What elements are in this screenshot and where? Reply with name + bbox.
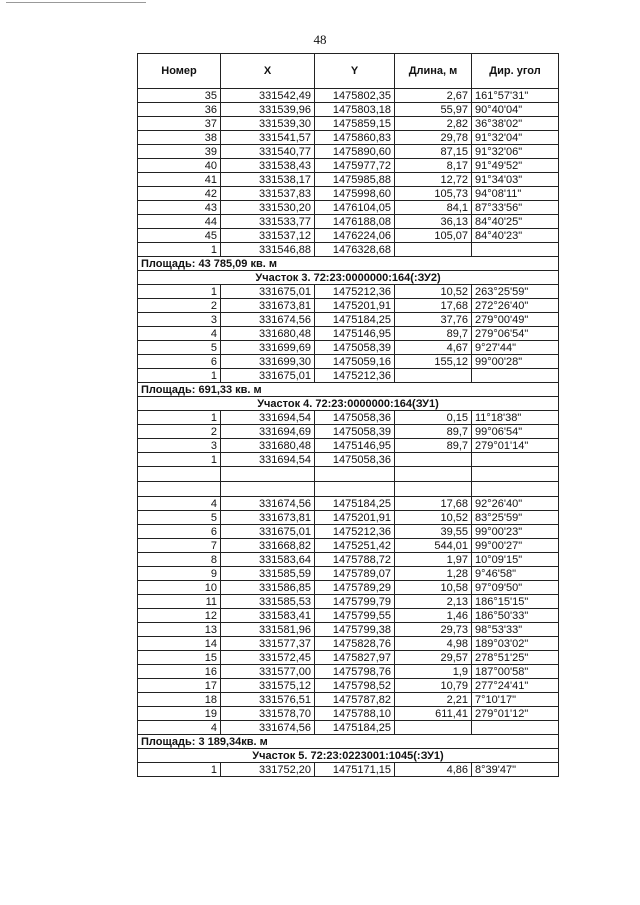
point-number: 1	[138, 763, 221, 777]
x-coordinate: 331577,00	[221, 665, 315, 679]
direction-angle: 279°01'12"	[472, 707, 559, 721]
point-number: 7	[138, 539, 221, 553]
area-row	[138, 735, 559, 749]
y-coordinate: 1475802,35	[315, 89, 395, 103]
x-coordinate: 331539,30	[221, 117, 315, 131]
y-coordinate: 1475799,79	[315, 595, 395, 609]
y-coordinate	[315, 482, 395, 497]
y-coordinate: 1475828,76	[315, 637, 395, 651]
y-coordinate: 1475998,60	[315, 187, 395, 201]
x-coordinate: 331699,69	[221, 341, 315, 355]
y-coordinate: 1475890,60	[315, 145, 395, 159]
x-coordinate: 331583,64	[221, 553, 315, 567]
section-heading: Участок 5. 72:23:0223001:1045(:ЗУ1)	[138, 749, 559, 763]
point-number: 42	[138, 187, 221, 201]
direction-angle: 84°40'23"	[472, 229, 559, 243]
y-coordinate: 1475212,36	[315, 525, 395, 539]
point-number: 1	[138, 285, 221, 299]
table-row	[138, 581, 559, 595]
y-coordinate: 1475212,36	[315, 369, 395, 383]
y-coordinate: 1475789,07	[315, 567, 395, 581]
x-coordinate: 331680,48	[221, 327, 315, 341]
y-coordinate: 1475799,55	[315, 609, 395, 623]
area-summary: Площадь: 3 189,34кв. м	[138, 735, 559, 749]
table-row	[138, 623, 559, 637]
direction-angle: 83°25'59"	[472, 511, 559, 525]
table-row	[138, 525, 559, 539]
direction-angle: 90°40'04"	[472, 103, 559, 117]
direction-angle: 279°00'49"	[472, 313, 559, 327]
point-number: 35	[138, 89, 221, 103]
table-row	[138, 285, 559, 299]
x-coordinate: 331572,45	[221, 651, 315, 665]
y-coordinate: 1475788,72	[315, 553, 395, 567]
y-coordinate: 1475146,95	[315, 439, 395, 453]
direction-angle: 189°03'02"	[472, 637, 559, 651]
point-number: 9	[138, 567, 221, 581]
header-length: Длина, м	[395, 54, 472, 89]
point-number: 2	[138, 425, 221, 439]
point-number: 10	[138, 581, 221, 595]
header-x: X	[221, 54, 315, 89]
y-coordinate: 1475184,25	[315, 497, 395, 511]
direction-angle: 97°09'50"	[472, 581, 559, 595]
y-coordinate: 1475184,25	[315, 721, 395, 735]
y-coordinate: 1475787,82	[315, 693, 395, 707]
y-coordinate: 1475977,72	[315, 159, 395, 173]
header-number: Номер	[138, 54, 221, 89]
length	[395, 482, 472, 497]
direction-angle: 99°00'28"	[472, 355, 559, 369]
point-number: 1	[138, 243, 221, 257]
length	[395, 453, 472, 467]
length: 155,12	[395, 355, 472, 369]
y-coordinate: 1475058,36	[315, 453, 395, 467]
y-coordinate: 1475146,95	[315, 327, 395, 341]
direction-angle	[472, 243, 559, 257]
table-row	[138, 665, 559, 679]
length: 12,72	[395, 173, 472, 187]
point-number: 43	[138, 201, 221, 215]
header-y: Y	[315, 54, 395, 89]
table-row	[138, 131, 559, 145]
length: 105,73	[395, 187, 472, 201]
x-coordinate: 331694,54	[221, 411, 315, 425]
length: 4,86	[395, 763, 472, 777]
direction-angle: 36°38'02"	[472, 117, 559, 131]
x-coordinate: 331538,17	[221, 173, 315, 187]
y-coordinate: 1475827,97	[315, 651, 395, 665]
direction-angle	[472, 369, 559, 383]
direction-angle: 279°01'14"	[472, 439, 559, 453]
table-row	[138, 89, 559, 103]
length: 611,41	[395, 707, 472, 721]
length: 10,52	[395, 511, 472, 525]
x-coordinate	[221, 467, 315, 482]
direction-angle	[472, 482, 559, 497]
y-coordinate: 1475059,16	[315, 355, 395, 369]
point-number: 14	[138, 637, 221, 651]
direction-angle: 10°09'15"	[472, 553, 559, 567]
length	[395, 243, 472, 257]
point-number: 38	[138, 131, 221, 145]
area-row	[138, 257, 559, 271]
length: 1,46	[395, 609, 472, 623]
table-row	[138, 173, 559, 187]
y-coordinate: 1475859,15	[315, 117, 395, 131]
y-coordinate: 1475799,38	[315, 623, 395, 637]
length: 2,21	[395, 693, 472, 707]
point-number: 2	[138, 299, 221, 313]
table-row	[138, 453, 559, 467]
direction-angle: 98°53'33"	[472, 623, 559, 637]
table-row	[138, 595, 559, 609]
direction-angle: 11°18'38"	[472, 411, 559, 425]
direction-angle: 92°26'40"	[472, 497, 559, 511]
length	[395, 467, 472, 482]
y-coordinate: 1475798,52	[315, 679, 395, 693]
length: 1,28	[395, 567, 472, 581]
length: 37,76	[395, 313, 472, 327]
direction-angle: 87°33'56"	[472, 201, 559, 215]
x-coordinate: 331581,96	[221, 623, 315, 637]
length: 29,78	[395, 131, 472, 145]
x-coordinate: 331540,77	[221, 145, 315, 159]
x-coordinate: 331583,41	[221, 609, 315, 623]
point-number: 45	[138, 229, 221, 243]
table-row	[138, 215, 559, 229]
x-coordinate: 331576,51	[221, 693, 315, 707]
direction-angle	[472, 721, 559, 735]
point-number: 6	[138, 355, 221, 369]
point-number: 36	[138, 103, 221, 117]
area-row	[138, 383, 559, 397]
y-coordinate: 1476104,05	[315, 201, 395, 215]
table-header-row	[138, 54, 559, 89]
x-coordinate: 331585,59	[221, 567, 315, 581]
y-coordinate: 1475788,10	[315, 707, 395, 721]
table-row	[138, 411, 559, 425]
y-coordinate: 1475251,42	[315, 539, 395, 553]
direction-angle: 186°50'33"	[472, 609, 559, 623]
table-row	[138, 313, 559, 327]
direction-angle: 99°00'27"	[472, 539, 559, 553]
x-coordinate: 331699,30	[221, 355, 315, 369]
y-coordinate: 1475860,83	[315, 131, 395, 145]
direction-angle: 91°34'03"	[472, 173, 559, 187]
length: 89,7	[395, 439, 472, 453]
table-row	[138, 341, 559, 355]
direction-angle: 94°08'11"	[472, 187, 559, 201]
section-row	[138, 397, 559, 411]
x-coordinate: 331585,53	[221, 595, 315, 609]
direction-angle: 8°39'47"	[472, 763, 559, 777]
length	[395, 369, 472, 383]
point-number: 37	[138, 117, 221, 131]
table-row	[138, 651, 559, 665]
y-coordinate: 1475985,88	[315, 173, 395, 187]
length: 4,67	[395, 341, 472, 355]
x-coordinate: 331578,70	[221, 707, 315, 721]
point-number: 1	[138, 411, 221, 425]
x-coordinate: 331538,43	[221, 159, 315, 173]
point-number: 40	[138, 159, 221, 173]
table-row	[138, 511, 559, 525]
point-number: 44	[138, 215, 221, 229]
direction-angle: 186°15'15"	[472, 595, 559, 609]
x-coordinate: 331537,83	[221, 187, 315, 201]
length: 29,73	[395, 623, 472, 637]
header-angle: Дир. угол	[472, 54, 559, 89]
x-coordinate: 331675,01	[221, 285, 315, 299]
direction-angle: 7°10'17"	[472, 693, 559, 707]
point-number: 16	[138, 665, 221, 679]
direction-angle: 278°51'25"	[472, 651, 559, 665]
length: 87,15	[395, 145, 472, 159]
table-row	[138, 103, 559, 117]
x-coordinate: 331530,20	[221, 201, 315, 215]
point-number: 5	[138, 511, 221, 525]
x-coordinate: 331537,12	[221, 229, 315, 243]
x-coordinate: 331668,82	[221, 539, 315, 553]
table-row	[138, 187, 559, 201]
point-number	[138, 467, 221, 482]
y-coordinate: 1475212,36	[315, 285, 395, 299]
direction-angle: 9°46'58"	[472, 567, 559, 581]
length: 0,15	[395, 411, 472, 425]
table-row	[138, 763, 559, 777]
direction-angle: 187°00'58"	[472, 665, 559, 679]
length: 1,97	[395, 553, 472, 567]
y-coordinate: 1475789,29	[315, 581, 395, 595]
length: 2,13	[395, 595, 472, 609]
x-coordinate: 331577,37	[221, 637, 315, 651]
point-number: 11	[138, 595, 221, 609]
y-coordinate: 1475201,91	[315, 299, 395, 313]
direction-angle: 272°26'40"	[472, 299, 559, 313]
section-row	[138, 271, 559, 285]
point-number: 13	[138, 623, 221, 637]
x-coordinate: 331539,96	[221, 103, 315, 117]
y-coordinate: 1475058,36	[315, 411, 395, 425]
y-coordinate: 1475058,39	[315, 425, 395, 439]
point-number: 1	[138, 369, 221, 383]
y-coordinate: 1476224,06	[315, 229, 395, 243]
length: 17,68	[395, 299, 472, 313]
y-coordinate: 1475201,91	[315, 511, 395, 525]
length: 89,7	[395, 327, 472, 341]
table-row	[138, 229, 559, 243]
point-number: 12	[138, 609, 221, 623]
x-coordinate	[221, 482, 315, 497]
x-coordinate: 331586,85	[221, 581, 315, 595]
x-coordinate: 331575,12	[221, 679, 315, 693]
length: 10,52	[395, 285, 472, 299]
y-coordinate: 1475171,15	[315, 763, 395, 777]
x-coordinate: 331694,69	[221, 425, 315, 439]
table-row	[138, 355, 559, 369]
table-row	[138, 707, 559, 721]
y-coordinate	[315, 467, 395, 482]
length: 29,57	[395, 651, 472, 665]
length: 2,82	[395, 117, 472, 131]
direction-angle: 91°32'06"	[472, 145, 559, 159]
length: 17,68	[395, 497, 472, 511]
x-coordinate: 331674,56	[221, 497, 315, 511]
point-number: 41	[138, 173, 221, 187]
y-coordinate: 1475058,39	[315, 341, 395, 355]
length: 105,07	[395, 229, 472, 243]
length: 36,13	[395, 215, 472, 229]
length	[395, 721, 472, 735]
length: 544,01	[395, 539, 472, 553]
length: 8,17	[395, 159, 472, 173]
x-coordinate: 331673,81	[221, 511, 315, 525]
table-row	[138, 243, 559, 257]
table-row	[138, 637, 559, 651]
x-coordinate: 331674,56	[221, 721, 315, 735]
table-row	[138, 693, 559, 707]
length: 39,55	[395, 525, 472, 539]
section-heading: Участок 3. 72:23:0000000:164(:ЗУ2)	[138, 271, 559, 285]
length: 89,7	[395, 425, 472, 439]
table-row	[138, 159, 559, 173]
x-coordinate: 331752,20	[221, 763, 315, 777]
x-coordinate: 331542,49	[221, 89, 315, 103]
section-row	[138, 749, 559, 763]
table-row	[138, 439, 559, 453]
point-number: 19	[138, 707, 221, 721]
area-summary: Площадь: 43 785,09 кв. м	[138, 257, 559, 271]
y-coordinate: 1475798,76	[315, 665, 395, 679]
point-number: 15	[138, 651, 221, 665]
direction-angle: 99°06'54"	[472, 425, 559, 439]
y-coordinate: 1476188,08	[315, 215, 395, 229]
x-coordinate: 331674,56	[221, 313, 315, 327]
direction-angle: 161°57'31"	[472, 89, 559, 103]
table-row	[138, 425, 559, 439]
length: 2,67	[395, 89, 472, 103]
length: 10,79	[395, 679, 472, 693]
top-rule	[6, 2, 146, 3]
y-coordinate: 1475803,18	[315, 103, 395, 117]
x-coordinate: 331546,88	[221, 243, 315, 257]
table-row-empty	[138, 482, 559, 497]
x-coordinate: 331694,54	[221, 453, 315, 467]
point-number: 6	[138, 525, 221, 539]
x-coordinate: 331680,48	[221, 439, 315, 453]
y-coordinate: 1475184,25	[315, 313, 395, 327]
point-number: 3	[138, 439, 221, 453]
point-number: 5	[138, 341, 221, 355]
table-row	[138, 567, 559, 581]
page-number: 48	[313, 32, 327, 47]
x-coordinate: 331675,01	[221, 525, 315, 539]
point-number: 17	[138, 679, 221, 693]
table-row	[138, 299, 559, 313]
length: 84,1	[395, 201, 472, 215]
section-heading: Участок 4. 72:23:0000000:164(ЗУ1)	[138, 397, 559, 411]
x-coordinate: 331541,57	[221, 131, 315, 145]
table-row	[138, 497, 559, 511]
x-coordinate: 331673,81	[221, 299, 315, 313]
point-number: 39	[138, 145, 221, 159]
point-number: 18	[138, 693, 221, 707]
direction-angle	[472, 467, 559, 482]
length: 1,9	[395, 665, 472, 679]
table-row	[138, 369, 559, 383]
point-number: 4	[138, 327, 221, 341]
point-number: 1	[138, 453, 221, 467]
table-row	[138, 201, 559, 215]
table-row-empty	[138, 467, 559, 482]
table-row	[138, 327, 559, 341]
direction-angle: 279°06'54"	[472, 327, 559, 341]
table-row	[138, 117, 559, 131]
length: 4,98	[395, 637, 472, 651]
point-number: 8	[138, 553, 221, 567]
table-row	[138, 553, 559, 567]
point-number: 4	[138, 721, 221, 735]
point-number: 3	[138, 313, 221, 327]
area-summary: Площадь: 691,33 кв. м	[138, 383, 559, 397]
direction-angle: 277°24'41"	[472, 679, 559, 693]
point-number: 4	[138, 497, 221, 511]
point-number	[138, 482, 221, 497]
length: 55,97	[395, 103, 472, 117]
coordinates-table	[137, 53, 559, 777]
table-row	[138, 145, 559, 159]
table-body	[138, 89, 559, 777]
direction-angle: 263°25'59"	[472, 285, 559, 299]
x-coordinate: 331533,77	[221, 215, 315, 229]
table-row	[138, 609, 559, 623]
direction-angle: 9°27'44"	[472, 341, 559, 355]
x-coordinate: 331675,01	[221, 369, 315, 383]
direction-angle	[472, 453, 559, 467]
table-row	[138, 539, 559, 553]
length: 10,58	[395, 581, 472, 595]
table-row	[138, 679, 559, 693]
direction-angle: 91°49'52"	[472, 159, 559, 173]
y-coordinate: 1476328,68	[315, 243, 395, 257]
direction-angle: 91°32'04"	[472, 131, 559, 145]
direction-angle: 84°40'25"	[472, 215, 559, 229]
direction-angle: 99°00'23"	[472, 525, 559, 539]
table-row	[138, 721, 559, 735]
